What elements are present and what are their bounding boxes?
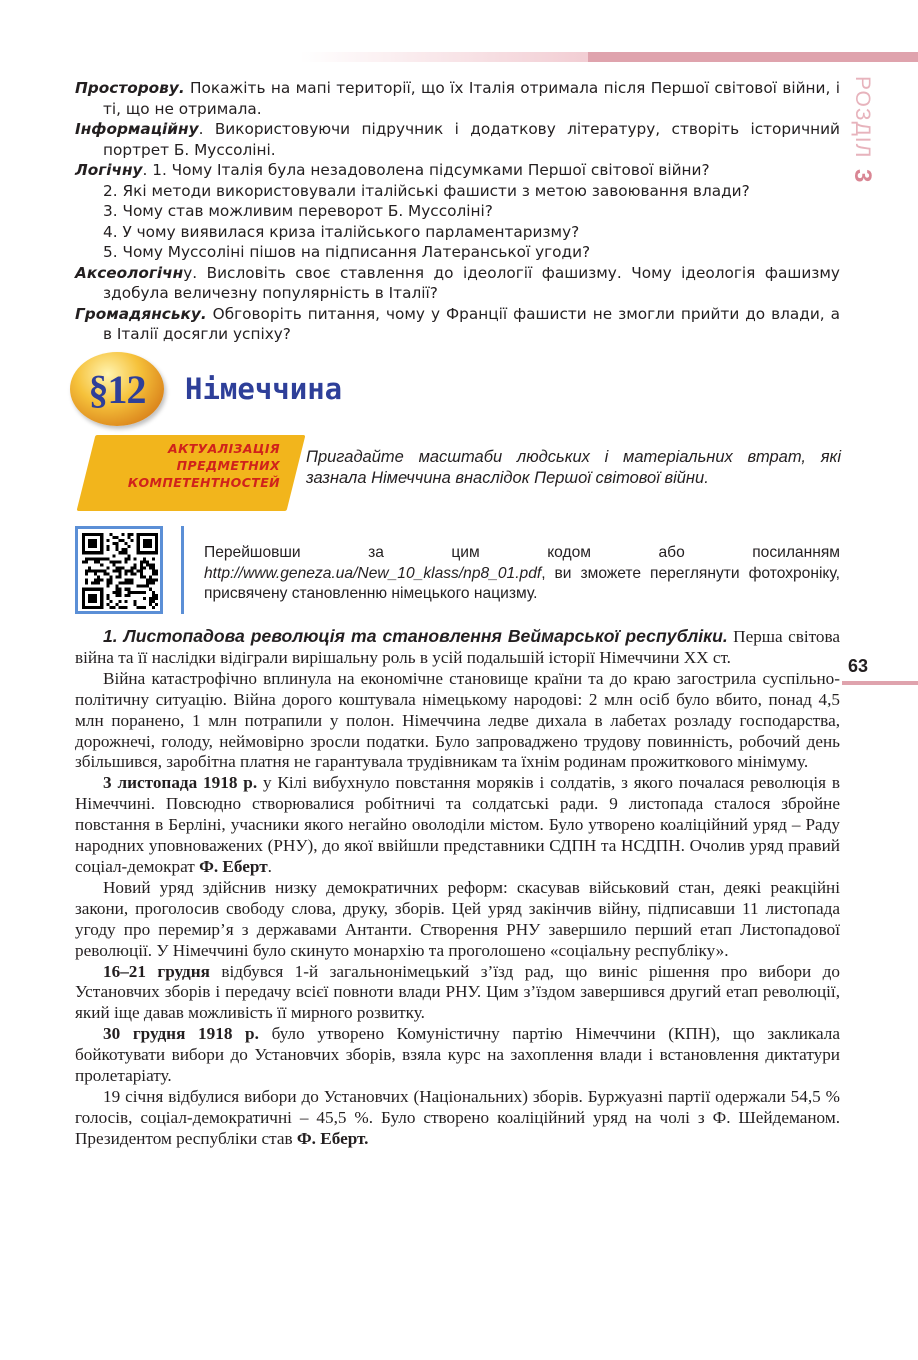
- task-label: Інформаційну: [75, 120, 199, 138]
- task-label: Логічну: [75, 161, 143, 179]
- body-paragraph: Війна катастрофічно вплинула на економічне становище країни та до краю загострила суспільно-політичну ситуацію. Війна дорого коштувала німецькому народові: 2 млн осіб було вбито, понад 4,5 млн поранено, 1 млн потрапили у полон. Німеччина ледве дихала в лабетах розладу господарства, дорожнечі, голоду, неймовірно зросли податки. Було запроваджено трудову повинність, робочий день збільшився, заробітна платня не гарантувала трудівникам та їхнім родинам прожиткового мінімуму.: [75, 668, 840, 772]
- paragraph-number: §12: [88, 367, 146, 412]
- task-label: Просторову.: [75, 79, 185, 97]
- body-paragraph: [75, 773, 840, 878]
- date-bold: 16–21 грудня: [103, 961, 210, 981]
- body-text: Перша світова війна та її наслідки відіграли вирішальну роль в усій подальшій історії Німеччини ХХ ст.: [75, 627, 841, 667]
- task-logical-q4: 4. У чому виявилася криза італійського парламентаризму?: [103, 222, 580, 241]
- date-bold: 30 грудня 1918 р.: [103, 1024, 259, 1044]
- qr-text-before: Перейшовши за цим кодом або посиланням: [204, 544, 840, 561]
- body-text: у Кілі вибухнуло повстання моряків і солдатів, з якого почалася революція в Німеччині. Повсюдно створювалися робітничі та солдатські ради. 9 листопада сталося збройне повстання в Берліні, учасники якого негайно оволоділи містом. Було утворено коаліційний уряд – Раду народних уповноважених (РНУ), до якої ввійшли представники СДПН та НСДПН. Очолив уряд правий соціал-демократ: [75, 773, 840, 876]
- section-word: РОЗДІЛ: [851, 76, 874, 159]
- paragraph-badge: [70, 352, 164, 426]
- task-label: Аксеологічн: [75, 263, 184, 282]
- qr-description: [204, 543, 840, 605]
- page-number: 63: [848, 656, 869, 676]
- body-text: 19 січня відбулися вибори до Установчих (Національних) зборів. Буржуазні партії одержали 54,5 % голосів, соціал-демократичні – 45,5 %. Було створено коаліційний уряд на чолі з Ф. Шейдеманом. Президентом республіки став: [75, 1086, 840, 1148]
- task-spatial: [75, 78, 840, 119]
- body-text: .: [267, 856, 272, 876]
- body-text: відбувся 1-й загальнонімецький з’їзд рад, що виніс рішення про вибори до Установчих зборів і передачу всієї повноти влади РНУ. Цим з’їздом завершився другий етап революції, який іще давав можливість її мирного розвитку.: [75, 961, 840, 1023]
- body-paragraph: Новий уряд здійснив низку демократичних реформ: скасував військовий стан, деякі реакційні закони, проголосив свободу слова, друку, зборів. Цей уряд закінчив війну, підписавши 11 листопада угоду про перемир’я з державами Антанти. Створення РНУ завершило перший етап Листопадової революції. У Німеччині було скинуто монархію та проголошено «соціальну республіку».: [75, 877, 840, 960]
- task-axiological: [75, 263, 840, 304]
- task-text: . 1. Чому Італія була незадоволена підсумками Першої світової війни?: [142, 161, 710, 179]
- task-logical-q3: 3. Чому став можливим переворот Б. Муссоліні?: [103, 202, 493, 220]
- task-logical-q5: 5. Чому Муссоліні пішов на підписання Латеранської угоди?: [103, 243, 591, 261]
- subsection-heading: 1. Листопадова революція та становлення Веймарської республіки.: [103, 626, 728, 646]
- actualization-label-line: КОМПЕТЕНТНОСТЕЙ: [127, 475, 280, 490]
- qr-code-frame[interactable]: [75, 526, 163, 614]
- qr-link[interactable]: http://www.geneza.ua/New_10_klass/np8_01.pdf: [204, 564, 542, 582]
- body-paragraph: [75, 962, 840, 1025]
- qr-code-icon: [82, 533, 158, 609]
- tasks-block: [75, 78, 840, 345]
- name-bold: Ф. Еберт.: [296, 1128, 369, 1148]
- task-label: Громадянську.: [75, 304, 207, 323]
- task-logical-q2: 2. Які методи використовували італійські фашисти з метою завоювання влади?: [103, 181, 750, 200]
- task-logical: [75, 160, 840, 181]
- task-informational: [75, 119, 840, 160]
- actualization-question: Пригадайте масштаби людських і матеріальних втрат, які зазнала Німеччина внаслідок Першої світової війни.: [306, 448, 841, 487]
- actualization-label-line: АКТУАЛІЗАЦІЯ: [168, 441, 280, 456]
- task-text: . Використовуючи підручник і додаткову літературу, створіть історичний портрет Б. Муссоліні.: [103, 120, 840, 159]
- qr-text-after: , ви зможете переглянути фотохроніку, присвячену становленню німецького нацизму.: [204, 564, 840, 602]
- body-paragraph: [75, 1087, 840, 1150]
- main-text: [75, 626, 840, 1150]
- page-number-bar: [842, 681, 918, 685]
- section-number: 3: [849, 169, 876, 184]
- actualization-label: [110, 440, 280, 491]
- task-text: Покажіть на мапі території, що їх Італія отримала після Першої світової війни, і ті, що не отримала.: [103, 79, 840, 118]
- body-paragraph: [75, 626, 840, 669]
- body-paragraph: [75, 1024, 840, 1087]
- paragraph-title: Німеччина: [185, 372, 343, 406]
- task-text: Обговоріть питання, чому у Франції фашисти не змогли прийти до влади, а в Італії досягли успіху?: [103, 304, 840, 343]
- date-bold: 3 листопада 1918 р.: [103, 773, 258, 793]
- header-gradient-bar: [300, 52, 590, 62]
- task-civic: [75, 304, 840, 345]
- actualization-label-line: ПРЕДМЕТНИХ: [176, 458, 280, 473]
- header-accent-bar: [588, 52, 918, 62]
- qr-divider: [181, 526, 184, 614]
- section-label: [842, 76, 876, 186]
- body-text: було утворено Комуністичну партію Німеччини (КПН), що закликала бойкотувати вибори до Установчих зборів, взяла курс на захоплення влади і встановлення диктатури пролетаріату.: [75, 1024, 840, 1086]
- name-bold: Ф. Еберт: [199, 856, 268, 876]
- task-text: у. Висловіть своє ставлення до ідеології фашизму. Чому ідеологія фашизму здобула величезну популярність в Італії?: [103, 263, 840, 302]
